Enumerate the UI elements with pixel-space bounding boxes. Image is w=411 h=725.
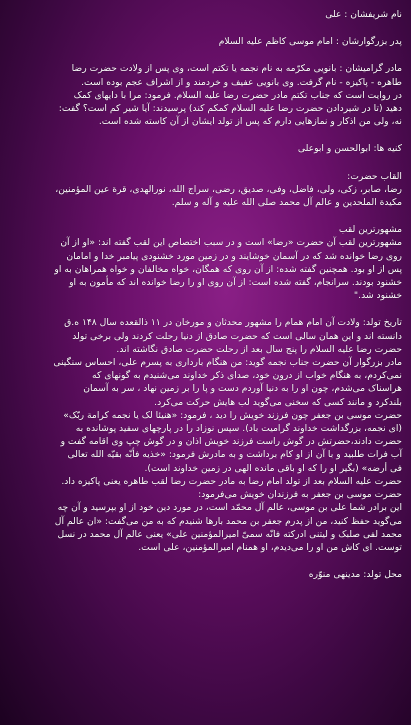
father-line: پدر بزرگوارشان : امام موسی کاظم علیه السلام xyxy=(218,36,402,48)
titles-line-2: مکیدة الملحدین و عالم آل محمد صلی الله علیه و آله و سلم. xyxy=(171,197,402,209)
famous-line-1: مشهورترین لقب آن حضرت «رضا» است و در سبب اختصاص این لقب گفته اند: «او از آن xyxy=(60,237,402,249)
narrative-c-line-1: حضرت علیه السلام بعد از تولد امام رضا به مادر حضرت رضا لقب طاهره یعنی پاکیزه داد. xyxy=(61,475,402,487)
narrative-a-line-3: هراسناک می‌شدم، چون او را به دنیا آوردم دست و پا را بر زمین نهاد ، سر به آسمان xyxy=(83,383,402,395)
titles-line-1: رضا، صابر، زکی، ولی، فاضل، وفی، صدیق، رضی، سراج الله، نورالهدی، قرة عین المؤمنین، xyxy=(55,183,402,195)
birthplace-section xyxy=(9,568,402,581)
narrative-d-line-3: محمد لفی صلبک و لیتنی ادرکته فانّه سمیّ امیرالمؤمنین علی» یعنی عالم آل محمد در نسل xyxy=(57,528,402,540)
mother-line-2: طاهره - پاکیزه - نام گرفت. وی بانویی عفیف و خردمند و از اشراف عجم بوده است. xyxy=(81,76,402,88)
kunya-line: کنیه ها: ابوالحسن و ابوعلی xyxy=(297,143,402,155)
mother-line-4: دهید (تا در شیردادن حضرت رضا علیه السلام کمکم کند) پرسیدند: آیا شیر کم است؟ گفت: xyxy=(58,103,402,115)
narrative-a-line-1: مادر بزرگوار آن حضرت جناب نجمه گوید: من هنگام بارداری به پسرم علی، احساس سنگینی xyxy=(53,357,402,369)
mother-line-5: نه، ولی من اذکار و نمازهایی دارم که پس از تولد ایشان از آن کاسته شده است. xyxy=(98,116,402,128)
famous-line-5: خشنود شد." xyxy=(353,290,402,302)
narrative-d-line-2: می‌گوید حفظ کنید، من از پدرم جعفر بن محمد بارها شنیدم که به من می‌گفت: «ان عالم آل xyxy=(54,515,402,527)
mother-line-1: مادر گرامیشان : بانویی مکرّمه به نام نجمه یا تکتم است، وی پس از ولادت حضرت رضا xyxy=(71,63,402,75)
narrative-a-line-4: بلندکرد و مانند کسی که سخنی می‌گوید لب هایش حرکت می‌کرد. xyxy=(154,396,402,408)
famous-title-section xyxy=(9,223,402,302)
father-section xyxy=(9,35,402,48)
narrative-b-line-1: حضرت موسی بن جعفر چون فرزند خویش را دید ، فرمود: «هنیئا لک یا نجمه کرامة ربّک» xyxy=(63,409,402,421)
titles-heading: القاب حضرت: xyxy=(347,170,402,182)
narrative-d-line-1: این برادر شما علی بن موسی، عالم آل محمّد است، در مورد دین خود از او بپرسید و آن چه xyxy=(57,502,402,514)
birth-section xyxy=(9,316,402,554)
narrative-b-line-4: آب فرات طلبید و با آن از او کام برداشت و به مادرش فرمود: «خذیه فأنّه بقیّه الله تعالی xyxy=(67,449,402,461)
name-section xyxy=(9,8,402,21)
birth-line-2: دانسته اند و این همان سالی است که حضرت صادق از دنیا رحلت کردند ولی برخی تولد xyxy=(72,330,402,342)
birthplace-line: محل تولد: مدینهی منوّره xyxy=(308,569,402,581)
narrative-a-line-2: نمی‌کردم، به هنگام خواب از درون خود، صدای ذکر خداوند می‌شنیدم به گونهای که xyxy=(92,370,402,382)
famous-line-3: پس از او بود. همچنین گفته شده: از آن روی که همگان، خواه مخالفان و خواه همراهان به او xyxy=(54,263,402,275)
name-line: نام شریفشان : علی xyxy=(325,9,402,20)
mother-section xyxy=(9,62,402,128)
narrative-c-line-2: حضرت موسی بن جعفر به فرزندان خویش می‌فرمود: xyxy=(198,489,402,501)
famous-line-2: روی رضا خوانده شد که در آسمان خوشایند و در زمین مورد خشنودی پیامبر خدا و امامان xyxy=(66,250,402,262)
birth-line-3: حضرت رضا علیه السلام را پنج سال بعد از رحلت حضرت صادق نگاشته اند. xyxy=(116,343,402,355)
famous-line-4: خشنود بودند. سرانجام، گفته شده است: از آن روی او را رضا خوانده اند که مأمون به او xyxy=(69,277,402,289)
mother-line-3: در روایت است که جناب تکتم مادر حضرت رضا علیه السلام. فرمود: مرا با دایهای کمک xyxy=(73,89,402,101)
titles-section xyxy=(9,170,402,210)
famous-heading: مشهورترین لقب xyxy=(338,224,402,236)
narrative-b-line-2: (ای نجمه، بزرگداشت خداوند گرامیت باد). سپس نوزاد را در پارچهای سفید پوشانده به xyxy=(75,423,402,435)
kunya-section xyxy=(9,142,402,155)
narrative-d-line-4: توست. ای کاش من او را می‌دیدم، او همنام امیرالمؤمنین، علی است. xyxy=(138,541,402,553)
narrative-b-line-3: حضرت دادند،حضرتش در گوش راست فرزند خویش اذان و در گوش چپ وی اقامه گفت و xyxy=(60,436,402,448)
birth-line-1: تاریخ تولد: ولادت آن امام همام را مشهور محدثان و مورخان در ۱۱ ذالقعده سال ۱۴۸ ه.ق xyxy=(64,317,402,329)
narrative-b-line-5: فی أرضه» (بگیر او را که او باقی مانده الهی در زمین خداوند است). xyxy=(144,462,402,474)
